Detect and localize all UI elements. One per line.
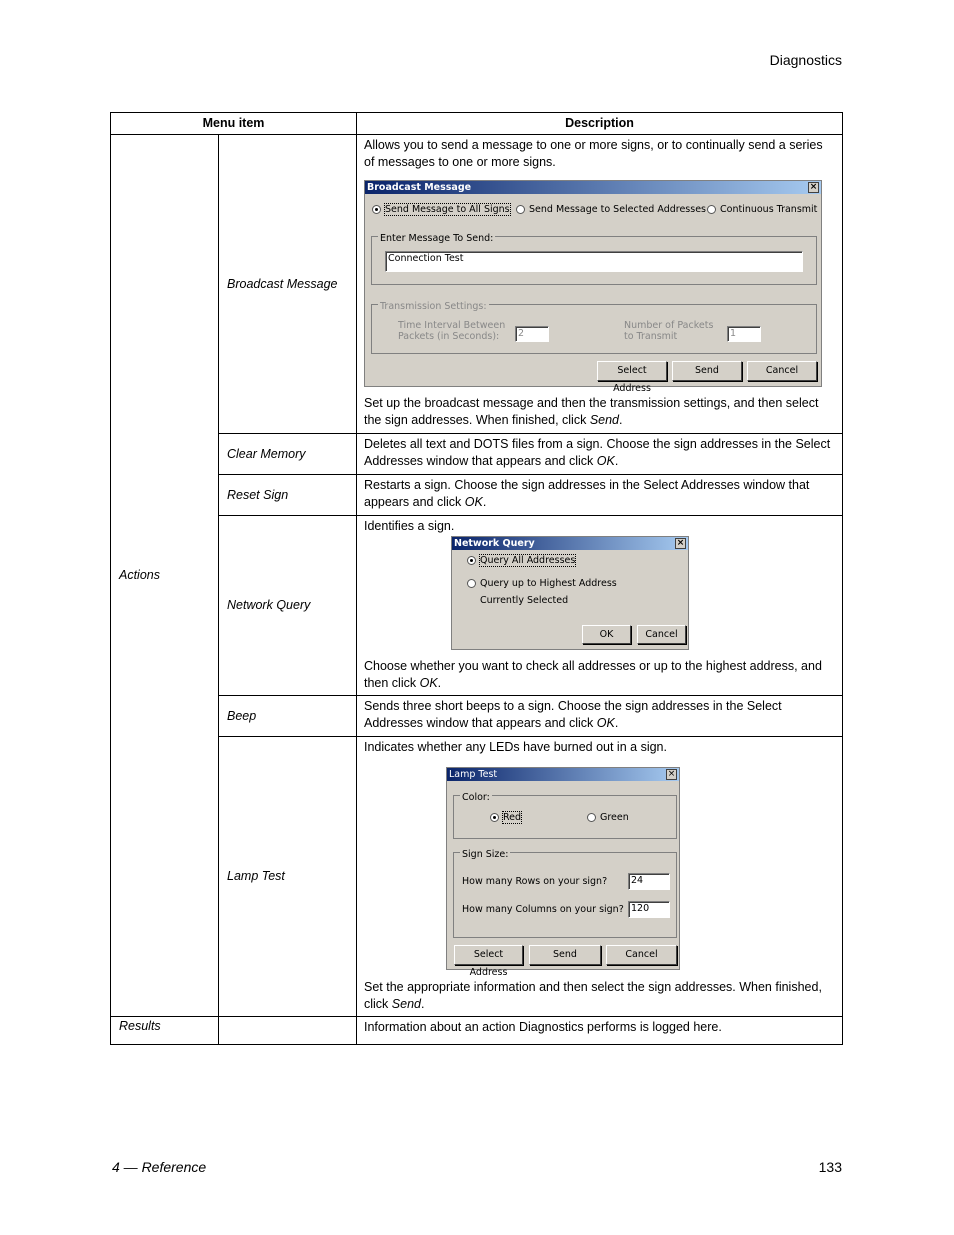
columns-input[interactable]: 120 — [628, 901, 670, 918]
cancel-button[interactable]: Cancel — [606, 945, 677, 965]
broadcast-dialog — [364, 180, 822, 394]
reference-table — [110, 112, 843, 1045]
packets-label — [624, 320, 713, 342]
lamp-outro — [364, 979, 835, 1013]
page-number: 133 — [818, 1159, 842, 1175]
columns-label: How many Columns on your sign? — [462, 904, 624, 915]
cancel-button[interactable]: Cancel — [747, 361, 817, 381]
table-row — [111, 1017, 843, 1045]
query-outro — [364, 658, 835, 692]
message-group — [371, 233, 817, 285]
message-input[interactable]: Connection Test — [385, 251, 803, 272]
rows-input[interactable]: 24 — [628, 873, 670, 890]
sign-size-group — [453, 849, 677, 938]
table-header-row — [111, 113, 843, 135]
packets-label-line: Number of Packets — [624, 320, 714, 331]
network-query-dialog — [451, 536, 689, 650]
radio-query-highest-label: Query up to Highest Address — [480, 578, 617, 589]
menu-item-reset-sign: Reset Sign — [219, 475, 357, 516]
table-row — [111, 135, 843, 434]
lamp-outro-text: Set the appropriate information and then select the sign addresses. When finished, click — [364, 980, 822, 1011]
table-row — [111, 434, 843, 475]
dialog-title: Lamp Test — [449, 769, 498, 780]
table-row — [111, 696, 843, 737]
radio-send-selected[interactable] — [516, 204, 706, 215]
broadcast-outro-end: . — [619, 413, 623, 427]
interval-input[interactable]: 2 — [515, 326, 549, 342]
radio-icon — [516, 205, 525, 214]
lamp-outro-end: . — [420, 997, 425, 1011]
message-group-label: Enter Message To Send: — [378, 230, 495, 247]
reset-emphasis: OK — [464, 495, 483, 509]
query-outro-text: Choose whether you want to check all addresses or up to the highest address, and then click — [364, 659, 822, 690]
radio-query-all[interactable] — [467, 555, 575, 566]
radio-selected-icon — [490, 813, 499, 822]
radio-continuous-label: Continuous Transmit — [720, 204, 818, 215]
table-row — [111, 475, 843, 516]
radio-green[interactable] — [587, 812, 629, 823]
table-row — [111, 516, 843, 696]
interval-label-line: Packets (in Seconds): — [398, 331, 500, 342]
results-menu-cell — [219, 1017, 357, 1045]
radio-red-label: Red — [503, 812, 522, 823]
description-header: Description — [357, 113, 843, 135]
send-button[interactable]: Send — [672, 361, 742, 381]
close-icon[interactable]: × — [676, 538, 685, 548]
description-network-query — [357, 516, 843, 696]
cancel-button[interactable]: Cancel — [637, 625, 686, 644]
lamp-outro-emphasis: Send — [391, 997, 421, 1011]
radio-query-highest[interactable] — [467, 578, 617, 589]
dialog-titlebar — [447, 768, 679, 781]
radio-icon — [467, 579, 476, 588]
radio-query-all-label: Query All Addresses — [480, 555, 576, 566]
dialog-titlebar — [452, 537, 688, 550]
broadcast-outro-text: Set up the broadcast message and then the transmission settings, and then select the sign addresses. When finished, click — [364, 396, 819, 427]
footer-chapter: 4 — Reference — [112, 1159, 207, 1175]
lamp-test-dialog — [446, 767, 680, 978]
reset-end: . — [482, 495, 487, 509]
packets-label-line: to Transmit — [624, 331, 678, 342]
clear-text: Deletes all text and DOTS files from a sign. Choose the sign addresses in the Select Addresses window that appears and click — [364, 437, 831, 468]
currently-selected-text: Currently Selected — [480, 595, 569, 606]
clear-emphasis: OK — [596, 454, 615, 468]
table-row — [111, 737, 843, 1017]
radio-continuous[interactable] — [707, 204, 817, 215]
beep-emphasis: OK — [596, 716, 615, 730]
close-icon[interactable]: × — [667, 769, 676, 779]
radio-green-label: Green — [600, 812, 629, 823]
transmission-group-label: Transmission Settings: — [378, 298, 489, 315]
interval-label — [398, 320, 505, 342]
radio-icon — [707, 205, 716, 214]
radio-selected-icon — [467, 556, 476, 565]
group-actions: Actions — [111, 135, 219, 1017]
broadcast-outro — [364, 395, 835, 429]
running-header: Diagnostics — [769, 52, 842, 68]
color-group-label: Color: — [460, 789, 492, 806]
radio-selected-icon — [372, 205, 381, 214]
lamp-intro: Indicates whether any LEDs have burned out in a sign. — [364, 740, 667, 754]
select-address-button[interactable]: Select Address — [454, 945, 523, 965]
sign-size-group-label: Sign Size: — [460, 846, 510, 863]
dialog-titlebar — [365, 181, 821, 194]
description-broadcast — [357, 135, 843, 434]
radio-icon — [587, 813, 596, 822]
color-group — [453, 792, 677, 839]
menu-item-broadcast: Broadcast Message — [219, 135, 357, 434]
description-clear-memory — [357, 434, 843, 475]
description-beep — [357, 696, 843, 737]
beep-end: . — [614, 716, 619, 730]
menu-item-clear-memory: Clear Memory — [219, 434, 357, 475]
close-icon[interactable]: × — [809, 182, 818, 192]
menu-item-network-query: Network Query — [219, 516, 357, 696]
description-reset-sign — [357, 475, 843, 516]
query-outro-emphasis: OK — [419, 676, 438, 690]
radio-send-all-label: Send Message to All Signs — [385, 204, 510, 215]
broadcast-intro: Allows you to send a message to one or more signs, or to continually send a series of messages to one or more signs. — [364, 138, 823, 169]
beep-text: Sends three short beeps to a sign. Choose the sign addresses in the Select Addresses window that appears and click — [364, 699, 782, 730]
reset-text: Restarts a sign. Choose the sign addresses in the Select Addresses window that appears and click — [364, 478, 810, 509]
query-intro: Identifies a sign. — [364, 519, 455, 533]
rows-label: How many Rows on your sign? — [462, 876, 608, 887]
menu-item-beep: Beep — [219, 696, 357, 737]
group-results: Results — [111, 1017, 219, 1045]
interval-label-line: Time Interval Between — [398, 320, 506, 331]
clear-end: . — [614, 454, 619, 468]
description-results: Information about an action Diagnostics performs is logged here. — [357, 1017, 843, 1045]
send-button[interactable]: Send — [529, 945, 601, 965]
radio-send-all[interactable] — [372, 204, 510, 215]
packets-input[interactable]: 1 — [727, 326, 761, 342]
transmission-group — [371, 301, 817, 354]
menu-item-lamp-test: Lamp Test — [219, 737, 357, 1017]
dialog-title: Broadcast Message — [367, 182, 472, 193]
select-address-button[interactable]: Select Address — [597, 361, 667, 381]
menu-item-header: Menu item — [111, 113, 357, 135]
dialog-title: Network Query — [454, 538, 535, 549]
ok-button[interactable]: OK — [582, 625, 631, 644]
broadcast-outro-emphasis: Send — [589, 413, 620, 427]
query-outro-end: . — [437, 676, 442, 690]
radio-send-selected-label: Send Message to Selected Addresses — [529, 204, 706, 215]
description-lamp-test — [357, 737, 843, 1017]
radio-red[interactable] — [490, 812, 521, 823]
